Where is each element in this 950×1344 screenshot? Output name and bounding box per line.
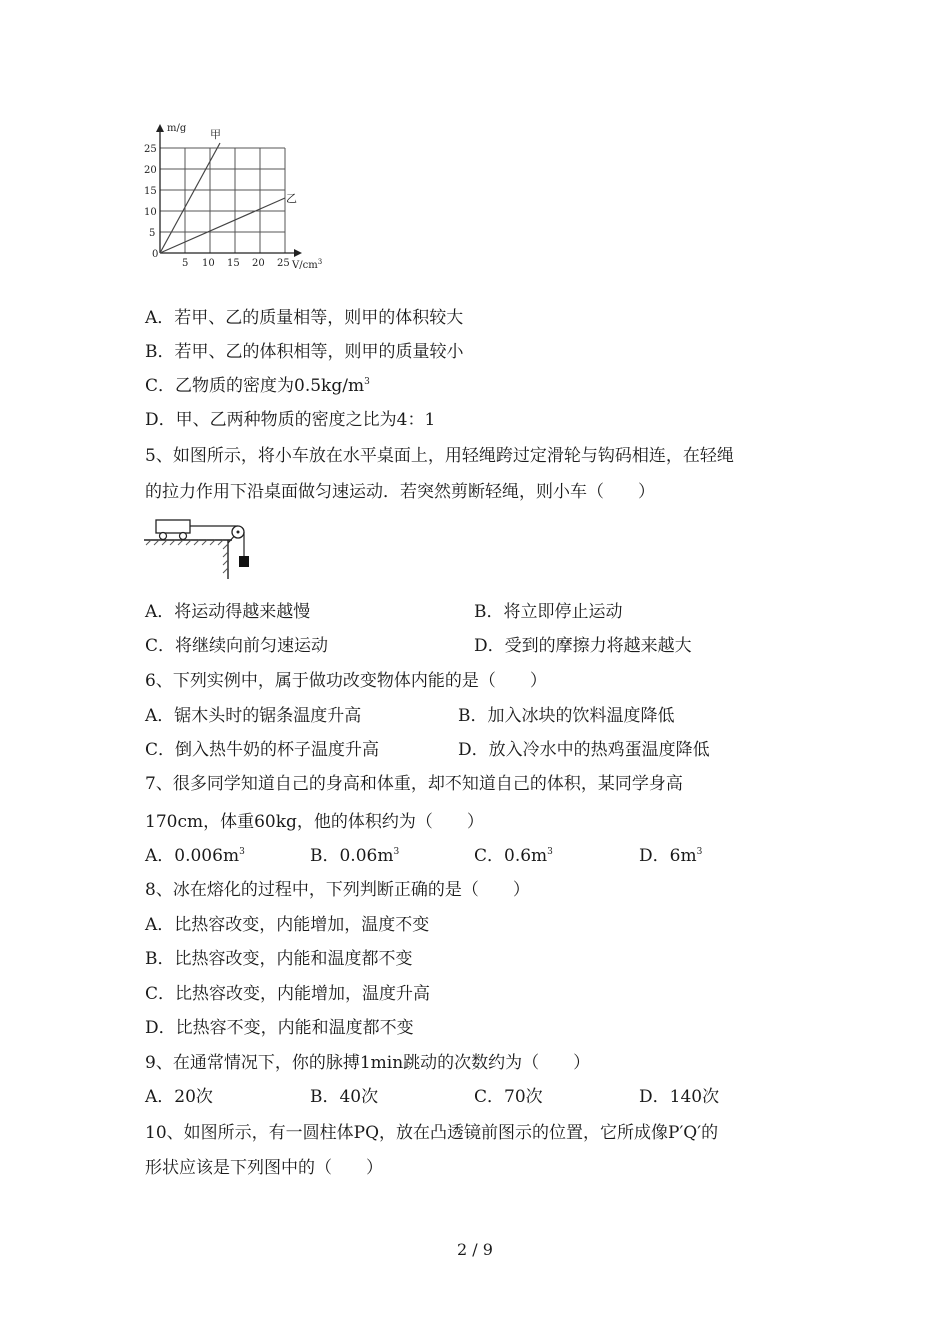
line-jia	[160, 143, 220, 253]
y-tick: 25	[144, 144, 157, 155]
q9-stem: 9、在通常情况下，你的脉搏1min跳动的次数约为（ ）	[145, 1053, 591, 1073]
y-tick: 5	[149, 228, 156, 239]
q8-option-a: A．比热容改变，内能增加，温度不变	[145, 915, 430, 935]
q9-option-c: C．70次	[474, 1087, 543, 1107]
x-tick: 20	[252, 258, 265, 269]
q8-option-b: B．比热容改变，内能和温度都不变	[145, 949, 413, 969]
q6-option-b: B．加入冰块的饮料温度降低	[458, 706, 675, 726]
q7-option-d: D．$6m^3$	[639, 846, 703, 866]
x-tick: 5	[182, 258, 189, 269]
q10-stem-line2: 形状应该是下列图中的（ ）	[145, 1158, 383, 1178]
y-tick: 15	[144, 186, 157, 197]
q9-option-d: D．140次	[639, 1087, 720, 1107]
q5-stem-line2: 的拉力作用下沿桌面做匀速运动．若突然剪断轻绳，则小车（ ）	[145, 482, 655, 502]
q4-option-b: B．若甲、乙的体积相等，则甲的质量较小	[145, 342, 464, 362]
line-yi	[160, 198, 285, 253]
q7-option-b: B．$0.06m^3$	[310, 846, 400, 866]
page-number: 2 / 9	[457, 1240, 493, 1259]
table-hatch	[146, 540, 223, 545]
q10-stem-line1: 10、如图所示，有一圆柱体PQ，放在凸透镜前图示的位置，它所成像P′Q′的	[145, 1123, 719, 1143]
q5-option-c: C．将继续向前匀速运动	[145, 636, 329, 656]
q6-option-c: C．倒入热牛奶的杯子温度升高	[145, 740, 380, 760]
q8-stem: 8、冰在熔化的过程中，下列判断正确的是（ ）	[145, 880, 530, 900]
q7-stem-line2: 170cm，体重60kg，他的体积约为（ ）	[145, 812, 484, 832]
hook-weight	[239, 556, 249, 567]
y-tick: 10	[144, 207, 157, 218]
x-tick: 10	[202, 258, 215, 269]
q7-option-a: A．$0.006m^3$	[145, 846, 245, 866]
x-tick: 25	[277, 258, 290, 269]
q7-stem-line1: 7、很多同学知道自己的身高和体重，却不知道自己的体积，某同学身高	[145, 774, 683, 794]
q6-option-d: D．放入冷水中的热鸡蛋温度降低	[458, 740, 710, 760]
origin-label: 0	[152, 249, 159, 260]
pulley-axle	[237, 531, 240, 534]
q6-stem: 6、下列实例中，属于做功改变物体内能的是（ ）	[145, 671, 547, 691]
q4-option-a: A．若甲、乙的质量相等，则甲的体积较大	[145, 308, 464, 328]
y-tick: 20	[144, 165, 157, 176]
edge-hatch	[223, 544, 228, 573]
line-yi-label: 乙	[286, 192, 297, 205]
q8-option-d: D．比热容不变，内能和温度都不变	[145, 1018, 414, 1038]
graph-grid	[160, 148, 285, 253]
cart-pulley-figure	[140, 515, 260, 583]
x-axis-arrow	[294, 249, 302, 257]
cart-wheel	[160, 533, 167, 540]
cart-wheel	[180, 533, 187, 540]
mass-volume-graph	[140, 118, 340, 278]
q5-option-d: D．受到的摩擦力将越来越大	[474, 636, 692, 656]
q4-option-d: D．甲、乙两种物质的密度之比为4：1	[145, 410, 436, 430]
q4-option-c: C．乙物质的密度为$0.5kg/m^3$	[145, 376, 370, 396]
cart-body	[156, 520, 190, 533]
line-jia-label: 甲	[210, 128, 221, 141]
q7-option-c: C．$0.6m^3$	[474, 846, 553, 866]
q9-option-a: A．20次	[145, 1087, 213, 1107]
x-axis-label: $V/cm^3$	[292, 258, 323, 271]
y-axis-label: m/g	[167, 123, 187, 134]
q5-stem-line1: 5、如图所示，将小车放在水平桌面上，用轻绳跨过定滑轮与钩码相连，在轻绳	[145, 446, 734, 466]
q5-option-a: A．将运动得越来越慢	[145, 602, 311, 622]
q8-option-c: C．比热容改变，内能增加，温度升高	[145, 984, 431, 1004]
y-axis-arrow	[156, 124, 164, 132]
q9-option-b: B．40次	[310, 1087, 379, 1107]
q5-option-b: B．将立即停止运动	[474, 602, 623, 622]
q6-option-a: A．锯木头时的锯条温度升高	[145, 706, 362, 726]
x-tick: 15	[227, 258, 240, 269]
